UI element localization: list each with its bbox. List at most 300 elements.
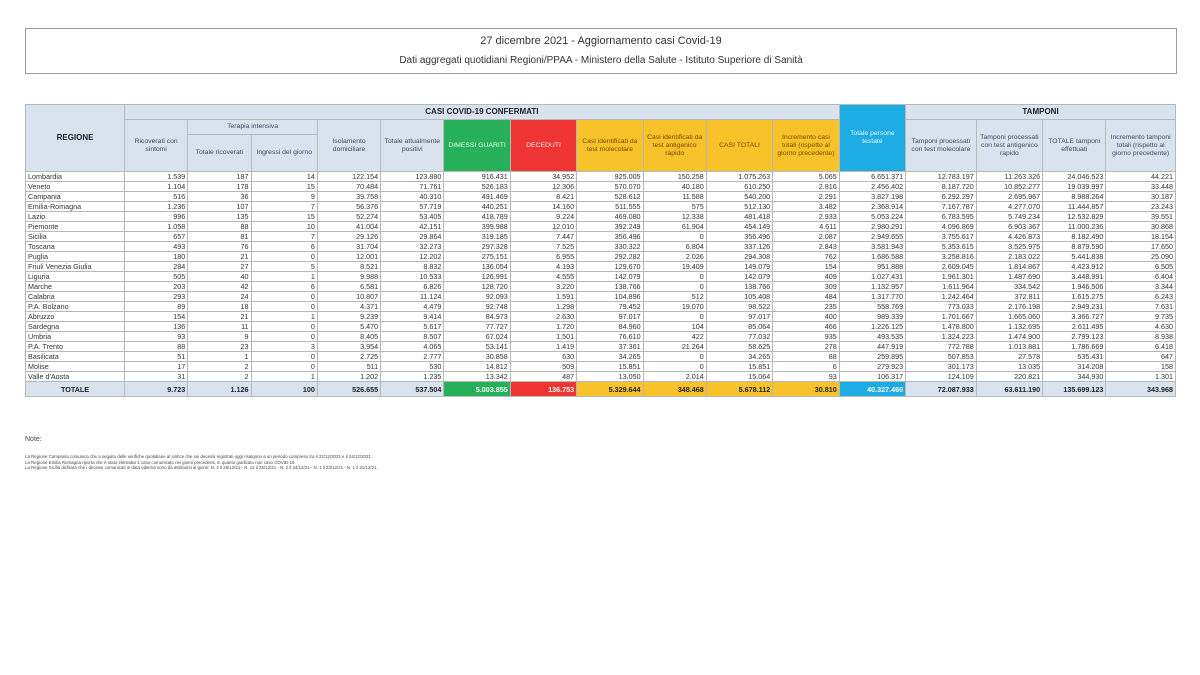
table-cell: 1.419 — [510, 342, 576, 352]
table-row — [26, 362, 1176, 372]
total-cell: 5.003.855 — [444, 382, 510, 397]
note-line: La Regione Sicilia dichiara che i decessi comunicati in data odierna sono da attribuirsi ai giorni: N. 2 il 26/12/21 - N. 12 il 25/12/21 - N. 2 il 24/12/21 - N. 1 il 23/12/21 - N. 1 il 21/12/21. — [25, 465, 378, 471]
table-cell: 9 — [188, 332, 251, 342]
table-cell: 1.665.060 — [976, 312, 1042, 322]
table-cell: 1.027.431 — [839, 272, 905, 282]
table-cell: 1.236 — [125, 202, 188, 212]
col-dimessi: DIMESSI GUARITI — [444, 120, 510, 172]
table-cell: 3.827.198 — [839, 192, 905, 202]
table-cell: 88 — [125, 342, 188, 352]
table-cell: 6 — [251, 242, 317, 252]
table-row — [26, 172, 1176, 182]
table-cell: 33.448 — [1106, 182, 1176, 192]
table-cell: 123.880 — [381, 172, 444, 182]
table-cell: 71.761 — [381, 182, 444, 192]
col-antigenico: Casi identificati da test antigenico rapido — [643, 120, 706, 172]
table-cell: 1.701.667 — [906, 312, 977, 322]
table-cell: 2.368.914 — [839, 202, 905, 212]
region-name: Sicilia — [26, 232, 125, 242]
table-cell: 319.185 — [444, 232, 510, 242]
table-cell: 19.409 — [643, 262, 706, 272]
table-cell: 84.973 — [444, 312, 510, 322]
table-cell: 30.187 — [1106, 192, 1176, 202]
total-cell: 136.753 — [510, 382, 576, 397]
table-cell: 11.588 — [643, 192, 706, 202]
region-name: Emilia-Romagna — [26, 202, 125, 212]
region-name: Liguria — [26, 272, 125, 282]
region-name: Valle d'Aosta — [26, 372, 125, 382]
table-cell: 3.755.617 — [906, 232, 977, 242]
total-cell: 343.968 — [1106, 382, 1176, 397]
table-cell: 2 — [188, 362, 251, 372]
table-cell: 0 — [251, 352, 317, 362]
table-cell: 10.533 — [381, 272, 444, 282]
table-cell: 6.783.595 — [906, 212, 977, 222]
table-cell: 330.322 — [577, 242, 643, 252]
table-cell: 4.630 — [1106, 322, 1176, 332]
table-cell: 135 — [188, 212, 251, 222]
region-name: Veneto — [26, 182, 125, 192]
table-cell: 6.404 — [1106, 272, 1176, 282]
table-cell: 6.243 — [1106, 292, 1176, 302]
table-cell: 6.903.367 — [976, 222, 1042, 232]
table-cell: 21.264 — [643, 342, 706, 352]
col-ti-ingressi: Ingressi del giorno — [251, 135, 317, 172]
table-cell: 1.298 — [510, 302, 576, 312]
table-cell: 128.720 — [444, 282, 510, 292]
table-cell: 203 — [125, 282, 188, 292]
table-cell: 4.479 — [381, 302, 444, 312]
table-cell: 2.026 — [643, 252, 706, 262]
table-cell: 493 — [125, 242, 188, 252]
table-cell: 0 — [643, 232, 706, 242]
table-cell: 0 — [643, 352, 706, 362]
table-cell: 7.167.787 — [906, 202, 977, 212]
table-cell: 392.249 — [577, 222, 643, 232]
covid-data-table — [25, 104, 1176, 397]
table-cell: 8.521 — [317, 262, 380, 272]
table-cell: 4.065 — [381, 342, 444, 352]
table-cell: 3.482 — [773, 202, 840, 212]
table-row — [26, 202, 1176, 212]
table-cell: 1.132.695 — [976, 322, 1042, 332]
table-cell: 484 — [773, 292, 840, 302]
table-cell: 0 — [643, 362, 706, 372]
table-cell: 124.109 — [906, 372, 977, 382]
table-cell: 9.239 — [317, 312, 380, 322]
table-cell: 447.919 — [839, 342, 905, 352]
table-cell: 142.079 — [577, 272, 643, 282]
table-cell: 7.525 — [510, 242, 576, 252]
table-cell: 12.306 — [510, 182, 576, 192]
table-cell: 1.615.275 — [1043, 292, 1106, 302]
note-line: La Regione Campania comunica che a seguito delle verifiche quotidiane al sinhce che sei decessi registrati oggi risalgono a un periodo compreso tra il 22/12/2021 e il 24/12/2021. — [25, 454, 373, 459]
table-cell: 138.766 — [706, 282, 772, 292]
table-cell: 2.949.655 — [839, 232, 905, 242]
table-cell: 5.053.224 — [839, 212, 905, 222]
table-cell: 12.202 — [381, 252, 444, 262]
table-cell: 11.263.326 — [976, 172, 1042, 182]
total-row — [26, 382, 1176, 397]
total-cell: 100 — [251, 382, 317, 397]
table-row — [26, 342, 1176, 352]
title-box — [25, 28, 1177, 74]
table-cell: 1.301 — [1106, 372, 1176, 382]
table-cell: 399.988 — [444, 222, 510, 232]
total-cell: 9.723 — [125, 382, 188, 397]
table-cell: 344.930 — [1043, 372, 1106, 382]
table-cell: 29.126 — [317, 232, 380, 242]
table-cell: 4.277.070 — [976, 202, 1042, 212]
table-cell: 107 — [188, 202, 251, 212]
table-cell: 19.039.997 — [1043, 182, 1106, 192]
table-cell: 149.079 — [706, 262, 772, 272]
table-cell: 1.013.881 — [976, 342, 1042, 352]
table-cell: 0 — [643, 282, 706, 292]
col-tamponi-totale: TOTALE tamponi effettuati — [1043, 120, 1106, 172]
table-cell: 97.017 — [577, 312, 643, 322]
table-cell: 14.160 — [510, 202, 576, 212]
table-row — [26, 252, 1176, 262]
table-cell: 935 — [773, 332, 840, 342]
table-cell: 5.065 — [773, 172, 840, 182]
table-cell: 178 — [188, 182, 251, 192]
table-cell: 77.032 — [706, 332, 772, 342]
table-cell: 8.182.490 — [1043, 232, 1106, 242]
table-cell: 158 — [1106, 362, 1176, 372]
table-cell: 916.431 — [444, 172, 510, 182]
notes-section — [25, 436, 1175, 471]
region-name: Molise — [26, 362, 125, 372]
table-cell: 9 — [251, 192, 317, 202]
table-cell: 1.132.957 — [839, 282, 905, 292]
table-cell: 2.630 — [510, 312, 576, 322]
region-name: Campania — [26, 192, 125, 202]
table-cell: 13.035 — [976, 362, 1042, 372]
table-cell: 2.183.022 — [976, 252, 1042, 262]
region-name: Calabria — [26, 292, 125, 302]
table-cell: 9.988 — [317, 272, 380, 282]
table-cell: 58.625 — [706, 342, 772, 352]
table-cell: 2.725 — [317, 352, 380, 362]
table-cell: 85.064 — [706, 322, 772, 332]
table-cell: 7 — [251, 232, 317, 242]
table-cell: 235 — [773, 302, 840, 312]
table-row — [26, 282, 1176, 292]
table-row — [26, 272, 1176, 282]
table-cell: 2.933 — [773, 212, 840, 222]
table-cell: 647 — [1106, 352, 1176, 362]
total-cell: 5.678.112 — [706, 382, 772, 397]
table-cell: 21 — [188, 252, 251, 262]
table-cell: 3.366.727 — [1043, 312, 1106, 322]
table-cell: 0 — [251, 252, 317, 262]
table-cell: 2.799.123 — [1043, 332, 1106, 342]
table-cell: 97.017 — [706, 312, 772, 322]
table-cell: 7.447 — [510, 232, 576, 242]
table-cell: 400 — [773, 312, 840, 322]
table-cell: 23.243 — [1106, 202, 1176, 212]
table-cell: 13.342 — [444, 372, 510, 382]
table-cell: 1.814.867 — [976, 262, 1042, 272]
table-cell: 8.988.264 — [1043, 192, 1106, 202]
table-cell: 98.522 — [706, 302, 772, 312]
region-name: P.A. Trento — [26, 342, 125, 352]
table-cell: 1 — [251, 272, 317, 282]
table-cell: 516 — [125, 192, 188, 202]
table-cell: 6 — [773, 362, 840, 372]
table-cell: 93 — [125, 332, 188, 342]
table-cell: 1.075.263 — [706, 172, 772, 182]
total-cell: 526.655 — [317, 382, 380, 397]
table-cell: 4.371 — [317, 302, 380, 312]
table-cell: 4.096.869 — [906, 222, 977, 232]
col-ricoverati: Ricoverati con sintomi — [125, 120, 188, 172]
table-cell: 1.202 — [317, 372, 380, 382]
table-cell: 1.474.900 — [976, 332, 1042, 342]
table-cell: 2.291 — [773, 192, 840, 202]
table-cell: 2.949.231 — [1043, 302, 1106, 312]
table-cell: 5 — [251, 262, 317, 272]
table-cell: 76.610 — [577, 332, 643, 342]
table-cell: 422 — [643, 332, 706, 342]
table-cell: 575 — [643, 202, 706, 212]
table-cell: 1.786.669 — [1043, 342, 1106, 352]
table-cell: 2.609.045 — [906, 262, 977, 272]
table-cell: 10 — [251, 222, 317, 232]
table-cell: 6.292.297 — [906, 192, 977, 202]
table-cell: 2.014 — [643, 372, 706, 382]
table-cell: 1.324.223 — [906, 332, 977, 342]
table-cell: 8.938 — [1106, 332, 1176, 342]
table-cell: 8.187.720 — [906, 182, 977, 192]
col-tamponi-antigenico: Tamponi processati con test antigenico rapido — [976, 120, 1042, 172]
table-cell: 136.054 — [444, 262, 510, 272]
table-cell: 0 — [251, 302, 317, 312]
table-cell: 136 — [125, 322, 188, 332]
table-cell: 535.431 — [1043, 352, 1106, 362]
table-cell: 12.783.197 — [906, 172, 977, 182]
table-cell: 610.250 — [706, 182, 772, 192]
table-cell: 275.151 — [444, 252, 510, 262]
table-cell: 11 — [188, 322, 251, 332]
table-cell: 18 — [188, 302, 251, 312]
table-cell: 1.501 — [510, 332, 576, 342]
col-tamponi-molecolare: Tamponi processati con test molecolare — [906, 120, 977, 172]
table-cell: 540.200 — [706, 192, 772, 202]
table-cell: 356.496 — [577, 232, 643, 242]
table-cell: 29.864 — [381, 232, 444, 242]
table-cell: 493.535 — [839, 332, 905, 342]
report-subtitle: Dati aggregati quotidiani Regioni/PPAA - Ministero della Salute - Istituto Superiore di Sanità — [399, 55, 803, 66]
table-cell: 5.749.234 — [976, 212, 1042, 222]
table-cell: 8.405 — [317, 332, 380, 342]
table-cell: 3 — [251, 342, 317, 352]
table-row — [26, 312, 1176, 322]
table-cell: 180 — [125, 252, 188, 262]
total-cell: 72.087.933 — [906, 382, 977, 397]
note-line: La Regione Emilia Romagna riporta che è stato eliminato 1 caso comunicato nei giorni precedenti, in quanto giudicato non caso COVID-19. — [25, 459, 296, 465]
table-cell: 1 — [251, 312, 317, 322]
table-cell: 34.265 — [577, 352, 643, 362]
table-cell: 40.310 — [381, 192, 444, 202]
table-cell: 4.193 — [510, 262, 576, 272]
table-cell: 6.651.371 — [839, 172, 905, 182]
table-cell: 126.991 — [444, 272, 510, 282]
region-name: Toscana — [26, 242, 125, 252]
col-incremento: Incremento casi totali (rispetto al giorno precedente) — [773, 120, 840, 172]
table-cell: 11.124 — [381, 292, 444, 302]
table-cell: 88 — [773, 352, 840, 362]
table-cell: 15 — [251, 182, 317, 192]
col-ti-totale: Totale ricoverati — [188, 135, 251, 172]
table-cell: 76 — [188, 242, 251, 252]
table-cell: 6.418 — [1106, 342, 1176, 352]
total-cell: 30.810 — [773, 382, 840, 397]
table-cell: 292.282 — [577, 252, 643, 262]
total-cell: 40.327.460 — [839, 382, 905, 397]
table-cell: 15 — [251, 212, 317, 222]
table-cell: 13.050 — [577, 372, 643, 382]
table-cell: 27.578 — [976, 352, 1042, 362]
total-cell: 537.504 — [381, 382, 444, 397]
table-cell: 409 — [773, 272, 840, 282]
table-cell: 505 — [125, 272, 188, 282]
table-cell: 630 — [510, 352, 576, 362]
table-cell: 17.650 — [1106, 242, 1176, 252]
table-cell: 469.080 — [577, 212, 643, 222]
table-cell: 5.441.838 — [1043, 252, 1106, 262]
table-cell: 106.317 — [839, 372, 905, 382]
table-cell: 772.788 — [906, 342, 977, 352]
table-cell: 3.954 — [317, 342, 380, 352]
table-cell: 4.611 — [773, 222, 840, 232]
table-cell: 12.010 — [510, 222, 576, 232]
table-cell: 925.005 — [577, 172, 643, 182]
table-cell: 3.220 — [510, 282, 576, 292]
table-cell: 989.339 — [839, 312, 905, 322]
table-cell: 570.070 — [577, 182, 643, 192]
table-row — [26, 332, 1176, 342]
table-cell: 18.154 — [1106, 232, 1176, 242]
table-cell: 8.421 — [510, 192, 576, 202]
table-cell: 2.087 — [773, 232, 840, 242]
table-row — [26, 182, 1176, 192]
table-cell: 37.361 — [577, 342, 643, 352]
table-cell: 19.070 — [643, 302, 706, 312]
table-cell: 1.591 — [510, 292, 576, 302]
table-cell: 3.525.975 — [976, 242, 1042, 252]
table-cell: 34.265 — [706, 352, 772, 362]
table-cell: 9.224 — [510, 212, 576, 222]
table-cell: 56.376 — [317, 202, 380, 212]
table-cell: 142.079 — [706, 272, 772, 282]
table-cell: 31 — [125, 372, 188, 382]
table-row — [26, 372, 1176, 382]
table-cell: 154 — [125, 312, 188, 322]
table-row — [26, 192, 1176, 202]
table-cell: 1.317.770 — [839, 292, 905, 302]
table-cell: 11.000.236 — [1043, 222, 1106, 232]
group-casi-confermati: CASI COVID-19 CONFERMATI — [125, 105, 840, 120]
table-cell: 314.208 — [1043, 362, 1106, 372]
table-cell: 1.235 — [381, 372, 444, 382]
table-cell: 15.064 — [706, 372, 772, 382]
table-cell: 1.720 — [510, 322, 576, 332]
table-cell: 5.353.615 — [906, 242, 977, 252]
table-cell: 8.832 — [381, 262, 444, 272]
region-name: Basilicata — [26, 352, 125, 362]
table-cell: 1.686.588 — [839, 252, 905, 262]
notes-heading: Note: — [25, 436, 42, 443]
table-cell: 3.448.991 — [1043, 272, 1106, 282]
table-cell: 1.478.800 — [906, 322, 977, 332]
table-cell: 104 — [643, 322, 706, 332]
col-tamponi-incremento: Incremento tamponi totali (rispetto al giorno precedente) — [1106, 120, 1176, 172]
table-cell: 104.896 — [577, 292, 643, 302]
table-row — [26, 352, 1176, 362]
region-name: Marche — [26, 282, 125, 292]
table-cell: 2.695.967 — [976, 192, 1042, 202]
table-cell: 2.611.495 — [1043, 322, 1106, 332]
table-cell: 1.226.125 — [839, 322, 905, 332]
table-cell: 15.851 — [706, 362, 772, 372]
total-label: TOTALE — [26, 382, 125, 397]
table-cell: 297.328 — [444, 242, 510, 252]
table-cell: 105.408 — [706, 292, 772, 302]
table-cell: 4.555 — [510, 272, 576, 282]
table-cell: 1.104 — [125, 182, 188, 192]
table-cell: 14 — [251, 172, 317, 182]
total-cell: 135.699.123 — [1043, 382, 1106, 397]
table-cell: 762 — [773, 252, 840, 262]
table-row — [26, 292, 1176, 302]
table-cell: 1 — [251, 372, 317, 382]
table-cell: 12.338 — [643, 212, 706, 222]
table-cell: 1.611.964 — [906, 282, 977, 292]
table-cell: 61.904 — [643, 222, 706, 232]
table-cell: 294.308 — [706, 252, 772, 262]
col-isolamento: Isolamento domiciliare — [317, 120, 380, 172]
table-cell: 24.046.523 — [1043, 172, 1106, 182]
table-cell: 30.858 — [444, 352, 510, 362]
region-name: Piemonte — [26, 222, 125, 232]
table-cell: 334.542 — [976, 282, 1042, 292]
table-cell: 57.719 — [381, 202, 444, 212]
table-cell: 30.868 — [1106, 222, 1176, 232]
table-cell: 12.532.829 — [1043, 212, 1106, 222]
region-name: Lombardia — [26, 172, 125, 182]
table-cell: 15.851 — [577, 362, 643, 372]
region-name: Lazio — [26, 212, 125, 222]
table-cell: 512 — [643, 292, 706, 302]
table-cell: 2.843 — [773, 242, 840, 252]
region-name: P.A. Bolzano — [26, 302, 125, 312]
table-cell: 79.452 — [577, 302, 643, 312]
table-cell: 657 — [125, 232, 188, 242]
table-cell: 4.423.912 — [1043, 262, 1106, 272]
table-cell: 39.758 — [317, 192, 380, 202]
table-cell: 9.414 — [381, 312, 444, 322]
table-cell: 41.004 — [317, 222, 380, 232]
table-cell: 2.176.198 — [976, 302, 1042, 312]
table-cell: 558.769 — [839, 302, 905, 312]
table-cell: 42.151 — [381, 222, 444, 232]
table-cell: 11.444.857 — [1043, 202, 1106, 212]
total-cell: 63.611.190 — [976, 382, 1042, 397]
table-cell: 3.258.816 — [906, 252, 977, 262]
table-cell: 122.154 — [317, 172, 380, 182]
